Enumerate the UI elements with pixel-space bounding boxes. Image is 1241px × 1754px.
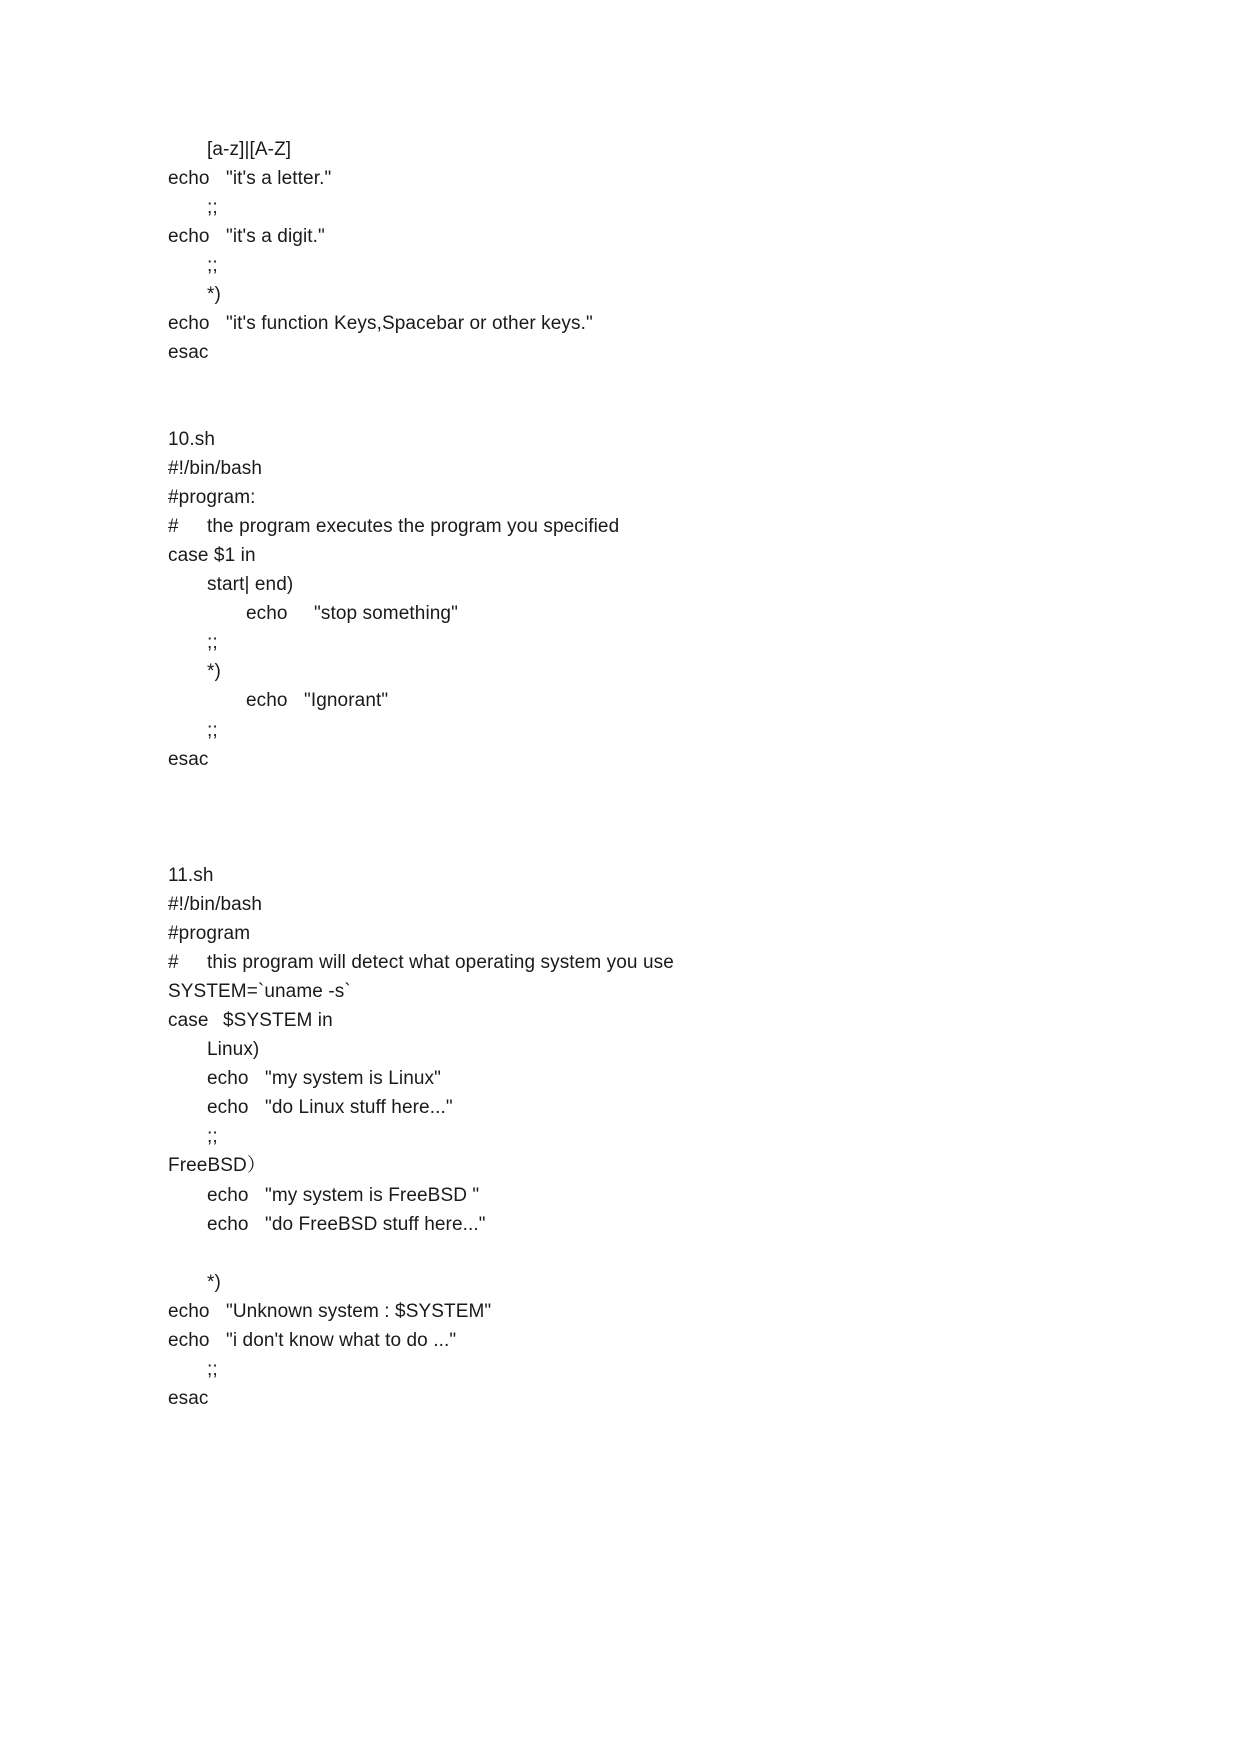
echo-freebsd-stuff-line — [207, 1213, 486, 1237]
comment-line: #program: — [168, 487, 256, 508]
case-pattern-letters: [a-z]|[A-Z] — [207, 139, 292, 160]
echo-argument: "it's function Keys,Spacebar or other keys." — [226, 313, 593, 334]
comment-description-line — [168, 515, 620, 539]
echo-stop-line — [246, 602, 458, 626]
shebang-line: #!/bin/bash — [168, 894, 263, 915]
comment-text: the program executes the program you specified — [207, 516, 620, 537]
case-separator: ;; — [207, 720, 218, 741]
esac-keyword: esac — [168, 342, 209, 363]
echo-argument: "Ignorant" — [304, 690, 389, 711]
case-pattern-start-end: start| end) — [207, 574, 294, 595]
echo-argument: "Unknown system : $SYSTEM" — [226, 1301, 492, 1322]
echo-other-keys-line — [168, 312, 593, 336]
comment-line: #program — [168, 923, 251, 944]
case-pattern-default: *) — [207, 284, 221, 305]
esac-keyword: esac — [168, 749, 209, 770]
echo-argument: "it's a digit." — [226, 226, 325, 247]
case-separator: ;; — [207, 197, 218, 218]
case-pattern-default: *) — [207, 1272, 221, 1293]
case-pattern-linux: Linux) — [207, 1039, 260, 1060]
echo-letter-line — [168, 167, 332, 191]
echo-keyword: echo — [246, 603, 288, 624]
echo-keyword: echo — [168, 313, 210, 334]
echo-keyword: echo — [168, 1330, 210, 1351]
comment-description-line — [168, 951, 674, 975]
echo-linux-stuff-line — [207, 1096, 453, 1120]
echo-keyword: echo — [207, 1068, 249, 1089]
echo-unknown-line — [168, 1300, 492, 1324]
echo-keyword: echo — [168, 226, 210, 247]
case-separator: ;; — [207, 1359, 218, 1380]
case-pattern-default: *) — [207, 661, 221, 682]
echo-argument: "my system is FreeBSD " — [265, 1185, 480, 1206]
echo-freebsd-line — [207, 1184, 480, 1208]
echo-ignorant-line — [246, 689, 389, 713]
case-keyword: case — [168, 1010, 209, 1031]
echo-keyword: echo — [207, 1185, 249, 1206]
echo-keyword: echo — [207, 1097, 249, 1118]
comment-hash: # — [168, 516, 179, 537]
esac-keyword: esac — [168, 1388, 209, 1409]
echo-keyword: echo — [246, 690, 288, 711]
script-filename: 11.sh — [168, 865, 214, 886]
echo-argument: "do Linux stuff here..." — [265, 1097, 453, 1118]
echo-argument: "stop something" — [314, 603, 458, 624]
comment-text: this program will detect what operating system you use — [207, 952, 674, 973]
shebang-line: #!/bin/bash — [168, 458, 263, 479]
echo-linux-line — [207, 1067, 441, 1091]
case-separator: ;; — [207, 1126, 218, 1147]
case-expression: $SYSTEM in — [223, 1010, 333, 1031]
comment-hash: # — [168, 952, 179, 973]
echo-argument: "i don't know what to do ..." — [226, 1330, 457, 1351]
echo-argument: "do FreeBSD stuff here..." — [265, 1214, 486, 1235]
echo-digit-line — [168, 225, 325, 249]
echo-keyword: echo — [207, 1214, 249, 1235]
echo-argument: "it's a letter." — [226, 168, 332, 189]
echo-argument: "my system is Linux" — [265, 1068, 441, 1089]
case-statement-line: case $1 in — [168, 545, 256, 566]
echo-keyword: echo — [168, 168, 210, 189]
echo-keyword: echo — [168, 1301, 210, 1322]
script-filename: 10.sh — [168, 429, 215, 450]
case-separator: ;; — [207, 255, 218, 276]
echo-dont-know-line — [168, 1329, 457, 1353]
system-assignment-line: SYSTEM=`uname -s` — [168, 981, 351, 1002]
case-separator: ;; — [207, 632, 218, 653]
case-statement-line — [168, 1009, 333, 1033]
case-pattern-freebsd: FreeBSD） — [168, 1155, 266, 1176]
